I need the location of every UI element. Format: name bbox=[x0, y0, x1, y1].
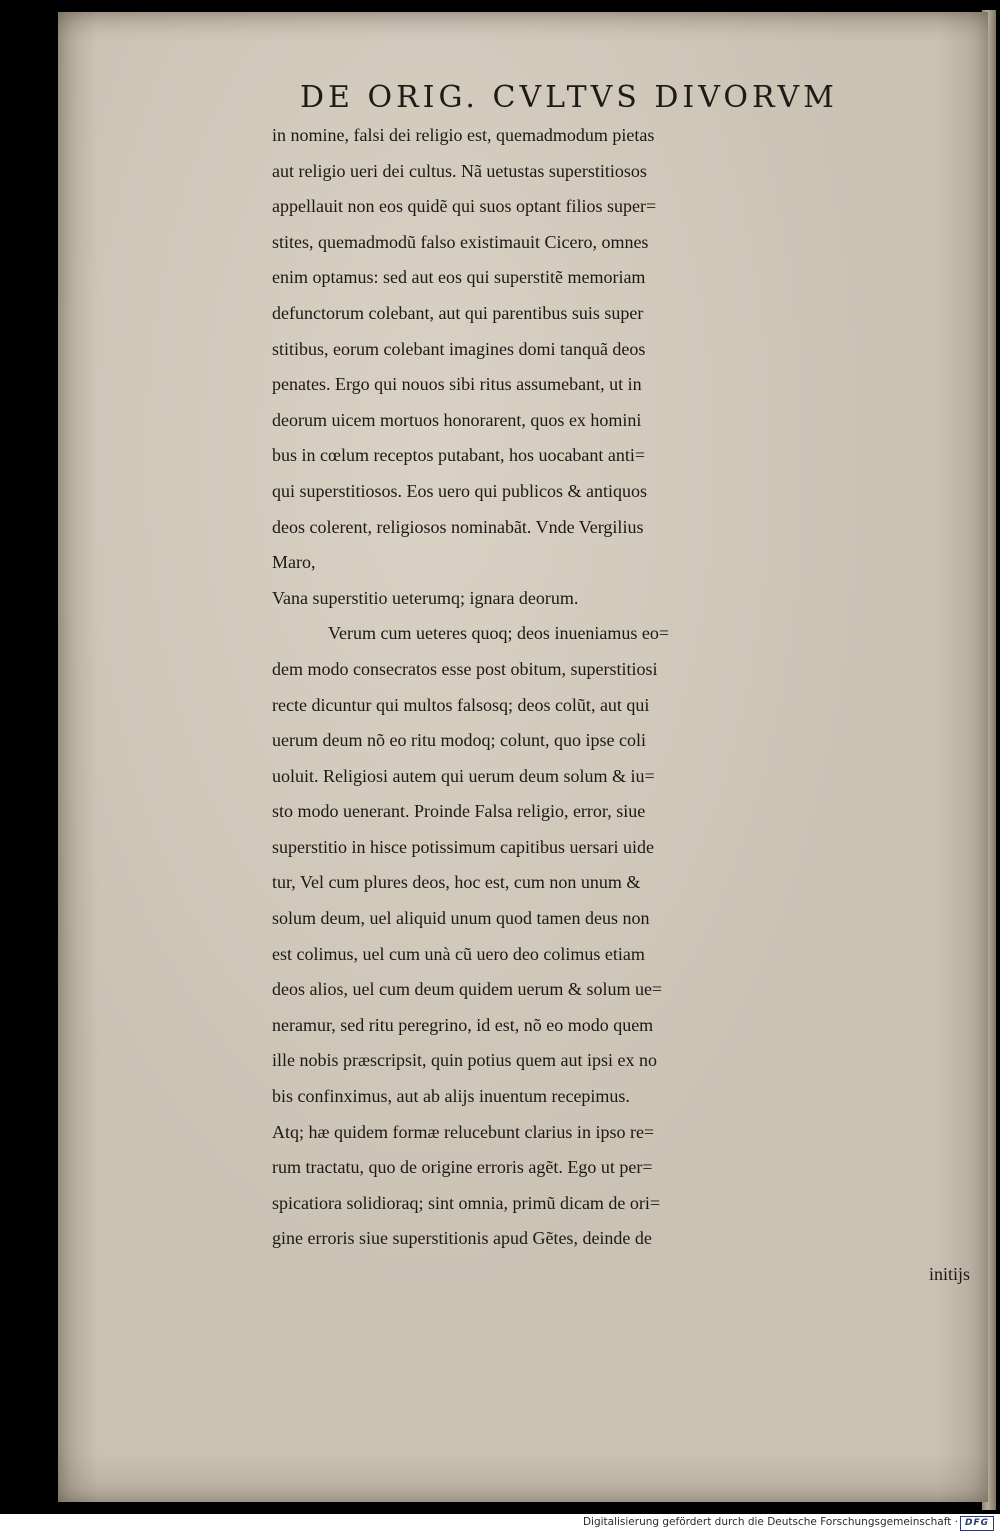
text-line: uerum deum nõ eo ritu modoq; colunt, quo ipse coli bbox=[272, 730, 646, 751]
text-line: qui superstitiosos. Eos uero qui publicos & antiquos bbox=[272, 480, 647, 501]
text-line: uoluit. Religiosi autem qui uerum deum solum & iu= bbox=[272, 765, 655, 786]
text-line: superstitio in hisce potissimum capitibus uersari uide bbox=[272, 836, 654, 857]
text-line: deos alios, uel cum deum quidem uerum & solum ue= bbox=[272, 979, 663, 1000]
paragraph-start: Verum cum ueteres quoq; deos inueniamus eo= bbox=[328, 623, 670, 644]
text-line: solum deum, uel aliquid unum quod tamen deus non bbox=[272, 908, 650, 929]
text-line: recte dicuntur qui multos falsosq; deos colũt, aut qui bbox=[272, 694, 650, 715]
text-line: est colimus, uel cum unà cũ uero deo colimus etiam bbox=[272, 943, 645, 964]
text-line: rum tractatu, quo de origine erroris agẽt. Ego ut per= bbox=[272, 1157, 653, 1178]
text-line: in nomine, falsi dei religio est, quemadmodum pietas bbox=[272, 125, 655, 145]
text-line: deos colerent, religiosos nominabãt. Vnde Vergilius bbox=[272, 516, 644, 537]
text-line: appellauit non eos quidẽ qui suos optant filios super= bbox=[272, 196, 657, 217]
text-line: tur, Vel cum plures deos, hoc est, cum non unum & bbox=[272, 872, 641, 893]
text-line: stitibus, eorum colebant imagines domi tanquã deos bbox=[272, 338, 646, 359]
text-line: ille nobis præscripsit, quin potius quem aut ipsi ex no bbox=[272, 1050, 657, 1071]
catchword: initijs bbox=[928, 1264, 970, 1284]
text-line: Maro, bbox=[272, 552, 316, 573]
body-text bbox=[272, 118, 972, 1293]
verse-quotation: Vana superstitio ueterumq; ignara deorum. bbox=[272, 587, 579, 608]
text-line: deorum uicem mortuos honorarent, quos ex homini bbox=[272, 409, 642, 430]
text-line: defunctorum colebant, aut qui parentibus suis super bbox=[272, 302, 644, 323]
text-line: dem modo consecratos esse post obitum, superstitiosi bbox=[272, 658, 658, 679]
text-line: sto modo uenerant. Proinde Falsa religio, error, siue bbox=[272, 801, 646, 822]
text-line: spicatiora solidioraq; sint omnia, primũ dicam de ori= bbox=[272, 1192, 661, 1213]
dfg-logo-icon: DFG bbox=[960, 1516, 994, 1531]
text-line: stites, quemadmodũ falso existimauit Cicero, omnes bbox=[272, 231, 649, 252]
text-line: aut religio ueri dei cultus. Nã uetustas superstitiosos bbox=[272, 160, 647, 181]
running-head: DE ORIG. CVLTVS DIVORVM bbox=[300, 80, 838, 115]
text-line: gine erroris siue superstitionis apud Gẽtes, deinde de bbox=[272, 1228, 652, 1249]
text-line: enim optamus: sed aut eos qui superstitẽ memoriam bbox=[272, 267, 646, 288]
text-line: neramur, sed ritu peregrino, id est, nõ eo modo quem bbox=[272, 1014, 654, 1035]
text-line: bis confinximus, aut ab alijs inuentum recepimus. bbox=[272, 1086, 630, 1107]
text-line: penates. Ergo qui nouos sibi ritus assumebant, ut in bbox=[272, 374, 642, 395]
digitization-credit: Digitalisierung gefördert durch die Deutsche Forschungsgemeinschaft · bbox=[582, 1516, 958, 1528]
text-line: bus in cœlum receptos putabant, hos uocabant anti= bbox=[272, 445, 646, 466]
text-line: Atq; hæ quidem formæ relucebunt clarius in ipso re= bbox=[272, 1121, 655, 1142]
